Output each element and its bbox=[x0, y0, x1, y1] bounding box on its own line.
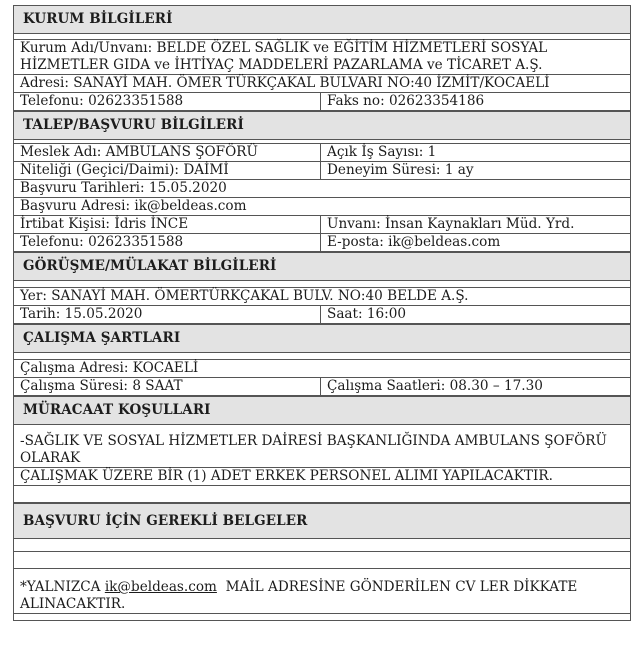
basvuru-adresi: Başvuru Adresi: ik@beldeas.com bbox=[20, 198, 247, 214]
unvani: Unvanı: İnsan Kaynakları Müd. Yrd. bbox=[327, 216, 575, 232]
kurum-section bbox=[13, 34, 631, 111]
kurum-name-line2: HİZMETLER GIDA ve İHTİYAÇ MADDELERİ PAZARLAMA ve TİCARET A.Ş. bbox=[20, 57, 543, 73]
talep-telefonu: Telefonu: 02623351588 bbox=[14, 234, 321, 251]
deneyim-suresi: Deneyim Süresi: 1 ay bbox=[327, 162, 474, 178]
gorusme-section bbox=[13, 281, 631, 324]
irtibat-kisisi: İrtibat Kişisi: İdris İNCE bbox=[14, 216, 321, 233]
calisma-section bbox=[13, 353, 631, 396]
gorusme-yer: Yer: SANAYİ MAH. ÖMERTÜRKÇAKAL BULV. NO:40 BELDE A.Ş. bbox=[20, 288, 469, 304]
gorusme-saat: Saat: 16:00 bbox=[327, 306, 407, 322]
muracaat-line1: -SAĞLIK VE SOSYAL HİZMETLER DAİRESİ BAŞKANLIĞINDA AMBULANS ŞOFÖRÜ bbox=[20, 433, 607, 449]
gorusme-section-title: GÖRÜŞME/MÜLAKAT BİLGİLERİ bbox=[13, 252, 631, 281]
kurum-section-title: KURUM BİLGİLERİ bbox=[13, 5, 631, 34]
belgeler-note-line1: *YALNIZCA ik@beldeas.com MAİL ADRESİNE GÖNDERİLEN CV LER DİKKATE bbox=[20, 579, 578, 595]
calisma-saatleri: Çalışma Saatleri: 08.30 – 17.30 bbox=[327, 378, 543, 394]
niteligi: Niteliği (Geçici/Daimi): DAİMİ bbox=[14, 162, 321, 179]
belgeler-email-link[interactable]: ik@beldeas.com bbox=[104, 579, 217, 595]
calisma-section-title: ÇALIŞMA ŞARTLARI bbox=[13, 324, 631, 353]
calisma-suresi: Çalışma Süresi: 8 SAAT bbox=[14, 378, 321, 395]
belgeler-note-line2: ALINACAKTIR. bbox=[20, 596, 126, 612]
gorusme-tarih: Tarih: 15.05.2020 bbox=[14, 306, 321, 323]
calisma-adresi: Çalışma Adresi: KOCAELİ bbox=[20, 360, 199, 376]
muracaat-line3: ÇALIŞMAK ÜZERE BİR (1) ADET ERKEK PERSONEL ALIMI YAPILACAKTIR. bbox=[20, 468, 553, 484]
job-posting-document bbox=[13, 5, 631, 621]
basvuru-tarihleri: Başvuru Tarihleri: 15.05.2020 bbox=[20, 180, 227, 196]
kurum-fax: Faks no: 02623354186 bbox=[327, 93, 485, 109]
talep-section-title: TALEP/BAŞVURU BİLGİLERİ bbox=[13, 111, 631, 140]
muracaat-line2: OLARAK bbox=[20, 450, 81, 466]
meslek-adi: Meslek Adı: AMBULANS ŞOFÖRÜ bbox=[14, 144, 321, 161]
acik-is-sayisi: Açık İş Sayısı: 1 bbox=[327, 144, 437, 160]
muracaat-section-title: MÜRACAAT KOŞULLARI bbox=[13, 396, 631, 425]
talep-section bbox=[13, 140, 631, 252]
kurum-phone: Telefonu: 02623351588 bbox=[14, 93, 321, 110]
muracaat-section bbox=[13, 425, 631, 503]
talep-eposta: E-posta: ik@beldeas.com bbox=[327, 234, 501, 250]
kurum-name-line1: Kurum Adı/Unvanı: BELDE ÖZEL SAĞLIK ve EĞİTİM HİZMETLERİ SOSYAL bbox=[20, 40, 548, 56]
kurum-address: Adresi: SANAYİ MAH. ÖMER TÜRKÇAKAL BULVARI NO:40 İZMİT/KOCAELİ bbox=[20, 75, 550, 91]
belgeler-section bbox=[13, 539, 631, 621]
belgeler-section-title: BAŞVURU İÇİN GEREKLİ BELGELER bbox=[13, 503, 631, 539]
